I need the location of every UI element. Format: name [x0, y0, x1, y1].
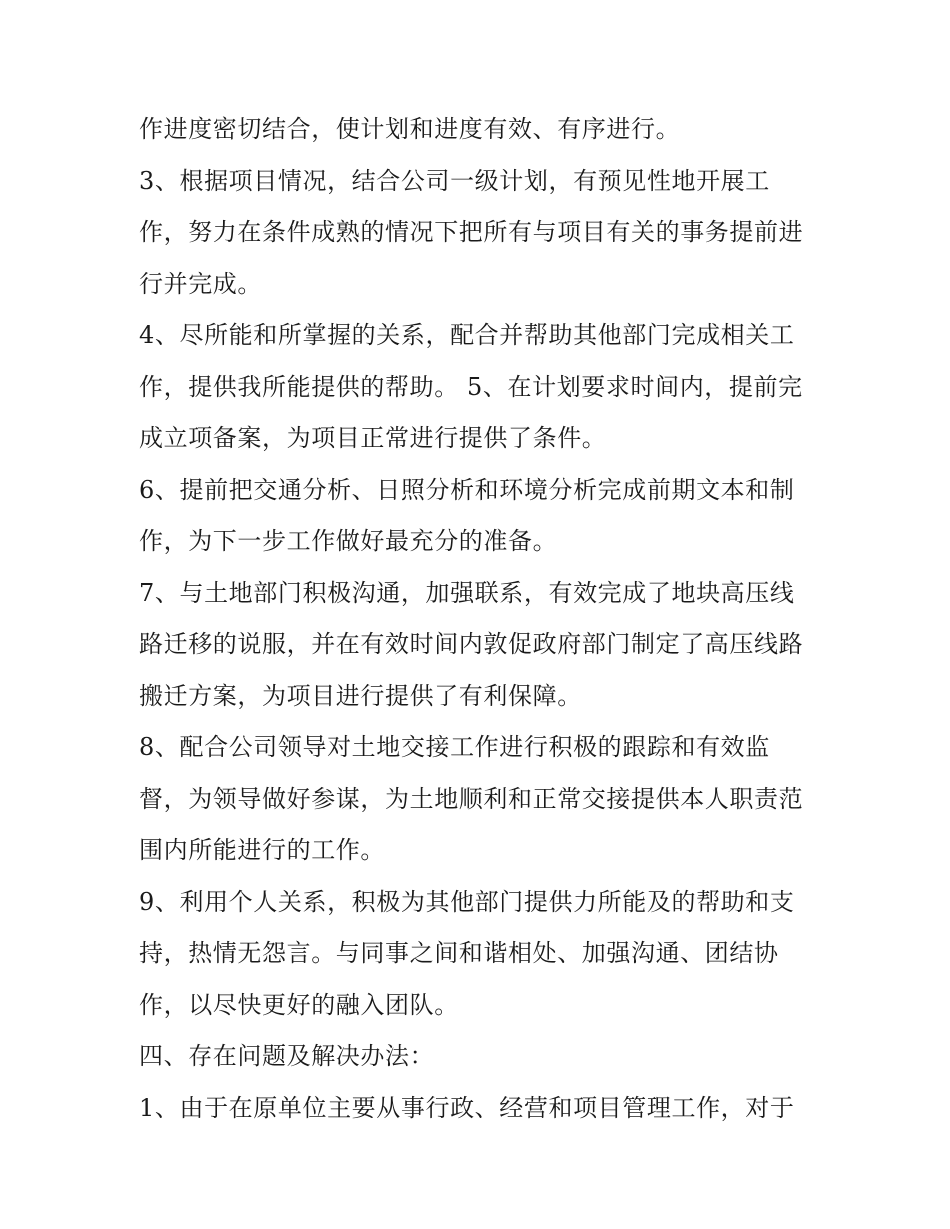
text-line: 作进度密切结合，使计划和进度有效、有序进行。	[139, 115, 681, 143]
text-line: 作，提供我所能提供的帮助。 5、在计划要求时间内，提前完	[139, 372, 803, 401]
text-line: 搬迁方案，为项目进行提供了有利保障。	[139, 681, 582, 710]
text-line: 3、根据项目情况，结合公司一级计划，有预见性地开展工	[139, 166, 770, 195]
text-line: 作，以尽快更好的融入团队。	[139, 990, 459, 1019]
document-body	[139, 104, 829, 1134]
text-line: 作，努力在条件成熟的情况下把所有与项目有关的事务提前进	[139, 218, 804, 246]
text-line: 作，为下一步工作做好最充分的准备。	[139, 527, 558, 555]
text-line: 行并完成。	[139, 269, 262, 298]
text-line: 4、尽所能和所掌握的关系，配合并帮助其他部门完成相关工	[139, 321, 795, 349]
section-heading: 四、存在问题及解决办法：	[139, 1042, 435, 1070]
text-line: 持，热情无怨言。与同事之间和谐相处、加强沟通、团结协	[139, 939, 779, 967]
text-line: 督，为领导做好参谋，为土地顺利和正常交接提供本人职责范	[139, 784, 804, 813]
text-line: 成立项备案，为项目正常进行提供了条件。	[139, 424, 607, 452]
text-line: 围内所能进行的工作。	[139, 836, 385, 864]
text-line: 7、与土地部门积极沟通，加强联系，有效完成了地块高压线	[139, 578, 795, 607]
text-line: 9、利用个人关系，积极为其他部门提供力所能及的帮助和支	[139, 887, 795, 916]
text-line: 8、配合公司领导对土地交接工作进行积极的跟踪和有效监	[139, 733, 770, 761]
text-line: 路迁移的说服，并在有效时间内敦促政府部门制定了高压线路	[139, 630, 804, 658]
text-line: 1、由于在原单位主要从事行政、经营和项目管理工作，对于	[139, 1093, 795, 1122]
text-line: 6、提前把交通分析、日照分析和环境分析完成前期文本和制	[139, 475, 795, 504]
